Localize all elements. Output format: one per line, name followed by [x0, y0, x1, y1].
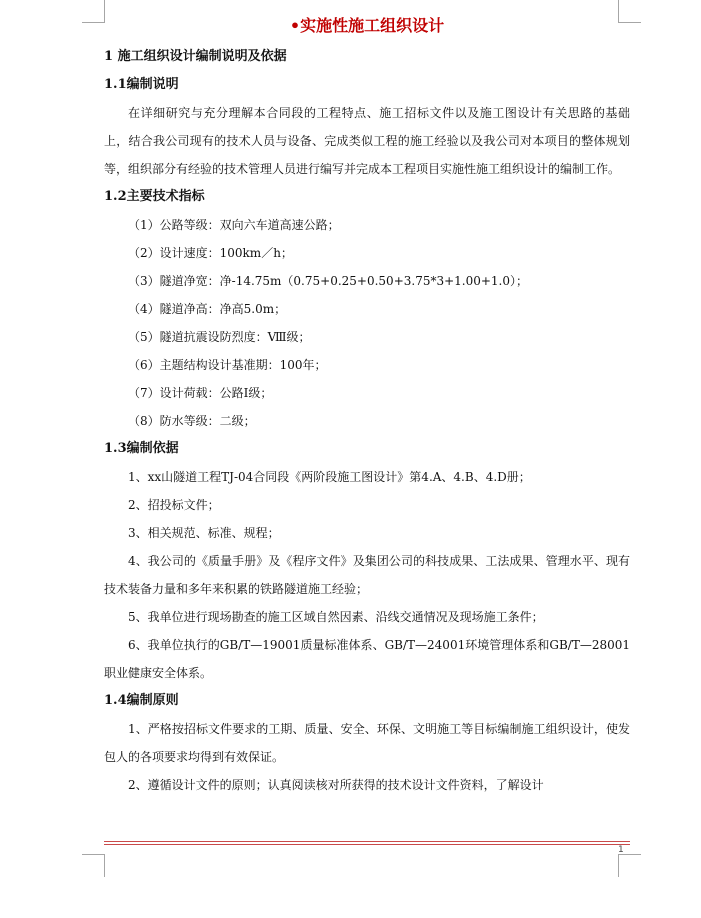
section-1-1-heading: 1.1编制说明: [104, 77, 179, 92]
list-item: 6、我单位执行的GB/T—19001质量标准体系、GB/T—24001环境管理体系和GB/T—28001职业健康安全体系。: [104, 638, 630, 680]
principles-list: [104, 715, 630, 799]
section-1-3-heading: 1.3编制依据: [104, 441, 179, 456]
list-item: （5）隧道抗震设防烈度：Ⅷ级；: [128, 330, 311, 344]
section-1-4-heading: 1.4编制原则: [104, 693, 179, 708]
list-item: 5、我单位进行现场勘查的施工区域自然因素、沿线交通情况及现场施工条件；: [128, 610, 544, 624]
list-item: 4、我公司的《质量手册》及《程序文件》及集团公司的科技成果、工法成果、管理水平、现有技术装备力量和多年来积累的铁路隧道施工经验；: [104, 554, 630, 596]
list-item: （7）设计荷载：公路Ⅰ级；: [128, 386, 273, 400]
list-item: （3）隧道净宽：净-14.75m（0.75+0.25+0.50+3.75*3+1.00+1.0）；: [128, 274, 529, 288]
list-item: （8）防水等级：二级；: [128, 414, 256, 428]
technical-indicators-list: [104, 211, 630, 435]
section-1-2-heading: 1.2主要技术指标: [104, 189, 205, 204]
footer-divider: [104, 841, 630, 842]
list-item: 2、招投标文件；: [128, 498, 220, 512]
section-1-heading: 1 施工组织设计编制说明及依据: [104, 49, 287, 64]
list-item: 2、遵循设计文件的原则；认真阅读核对所获得的技术设计文件资料，了解设计: [128, 778, 544, 792]
document-page: [104, 12, 630, 799]
list-item: 1、严格按招标文件要求的工期、质量、安全、环保、文明施工等目标编制施工组织设计，使发包人的各项要求均得到有效保证。: [104, 722, 630, 764]
crop-mark-bottom-left: [82, 854, 105, 877]
list-item: （2）设计速度：100km／h；: [128, 246, 293, 260]
document-title: •实施性施工组织设计: [289, 16, 445, 35]
crop-mark-top-left: [82, 0, 105, 23]
footer-divider: [104, 844, 630, 845]
list-item: （6）主题结构设计基准期：100年；: [128, 358, 327, 372]
list-item: 1、xx山隧道工程TJ-04合同段《两阶段施工图设计》第4.A、4.B、4.D册；: [128, 470, 531, 484]
basis-list: [104, 463, 630, 687]
crop-mark-bottom-right: [618, 854, 641, 877]
list-item: 3、相关规范、标准、规程；: [128, 526, 280, 540]
section-1-1-paragraph: 在详细研究与充分理解本合同段的工程特点、施工招标文件以及施工图设计有关思路的基础上，结合我公司现有的技术人员与设备、完成类似工程的施工经验以及我公司对本项目的整体规划等，组织部分有经验的技术管理人员进行编写并完成本工程项目实施性施工组织设计的编制工作。: [104, 106, 630, 176]
list-item: （4）隧道净高：净高5.0m；: [128, 302, 287, 316]
list-item: （1）公路等级：双向六车道高速公路；: [128, 218, 340, 232]
page-number: 1: [618, 845, 624, 855]
